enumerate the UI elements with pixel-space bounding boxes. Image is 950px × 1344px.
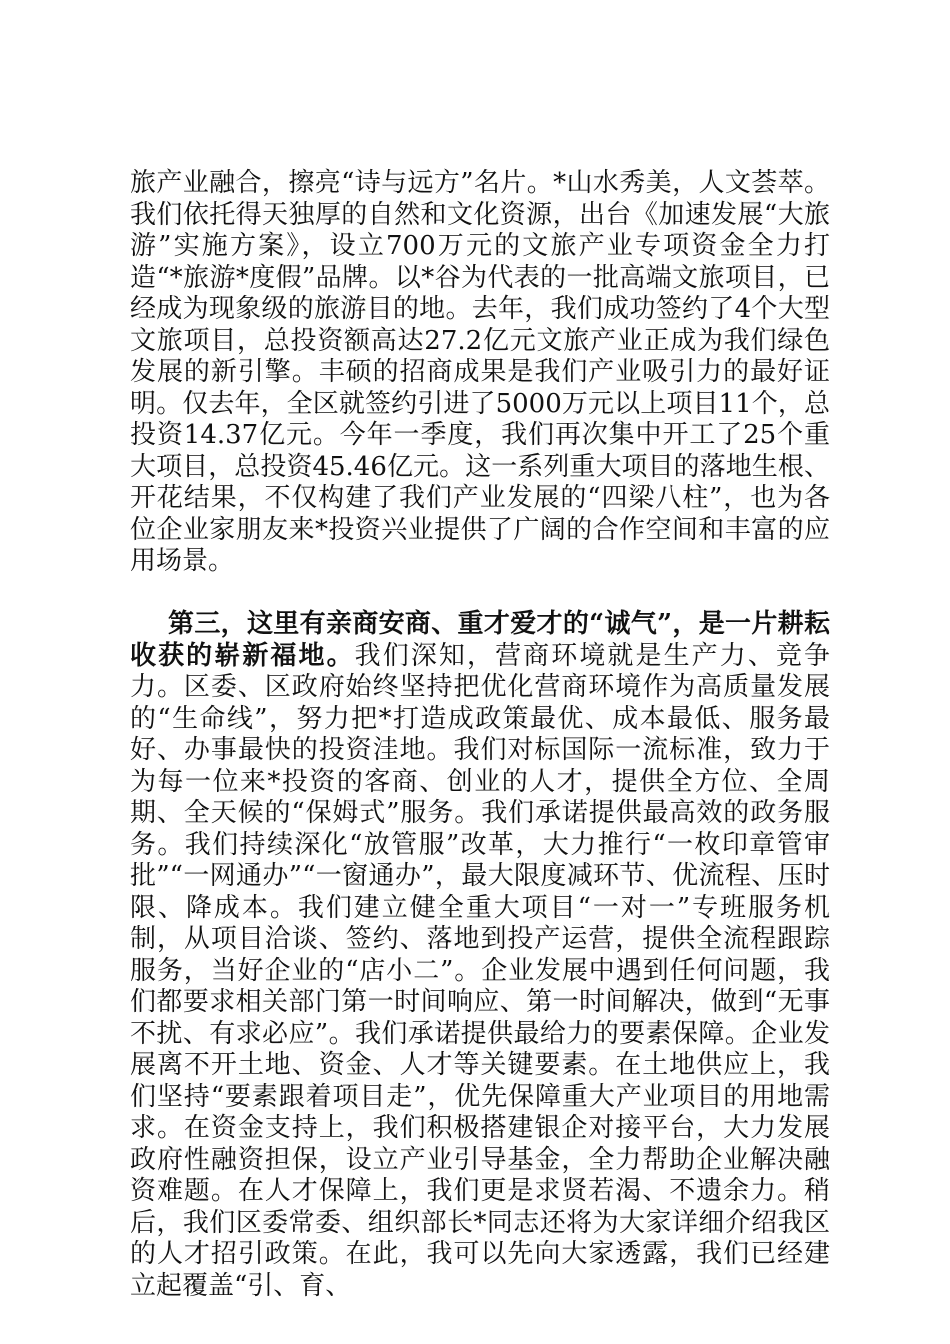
section-body-text: 我们深知，营商环境就是生产力、竞争力。区委、区政府始终坚持把优化营商环境作为高质量发展的“生命线”，努力把*打造成政策最优、成本最低、服务最好、办事最快的投资洼地。我们对标国际一流标准，致力于为每一位来*投资的客商、创业的人才，提供全方位、全周期、全天候的“保姆式”服务。我们承诺提供最高效的政务服务。我们持续深化“放管服”改革，大力推行“一枚印章管审批”“一网通办”“一窗通办”，最大限度减环节、优流程、压时限、降成本。我们建立健全重大项目“一对一”专班服务机制，从项目洽谈、签约、落地到投产运营，提供全流程跟踪服务，当好企业的“店小二”。企业发展中遇到任何问题，我们都要求相关部门第一时间响应、第一时间解决，做到“无事不扰、有求必应”。我们承诺提供最给力的要素保障。企业发展离不开土地、资金、人才等关键要素。在土地供应上，我们坚持“要素跟着项目走”，优先保障重大产业项目的用地需求。在资金支持上，我们积极搭建银企对接平台，大力发展政府性融资担保，设立产业引导基金，全力帮助企业解决融资难题。在人才保障上，我们更是求贤若渴、不遗余力。稍后，我们区委常委、组织部长*同志还将为大家详细介绍我区的人才招引政策。在此，我可以先向大家透露，我们已经建立起覆盖“引、育、 [130,640,830,1301]
paragraph-spacer [130,578,830,610]
document-body [130,168,830,1302]
body-paragraph [130,609,830,1302]
body-paragraph: 旅产业融合，擦亮“诗与远方”名片。*山水秀美，人文荟萃。我们依托得天独厚的自然和文化资源，出台《加速发展“大旅游”实施方案》，设立700万元的文旅产业专项资金全力打造“*旅游*度假”品牌。以*谷为代表的一批高端文旅项目，已经成为现象级的旅游目的地。去年，我们成功签约了4个大型文旅项目，总投资额高达27.2亿元文旅产业正成为我们绿色发展的新引擎。丰硕的招商成果是我们产业吸引力的最好证明。仅去年，全区就签约引进了5000万元以上项目11个，总投资14.37亿元。今年一季度，我们再次集中开工了25个重大项目，总投资45.46亿元。这一系列重大项目的落地生根、开花结果，不仅构建了我们产业发展的“四梁八柱”，也为各位企业家朋友来*投资兴业提供了广阔的合作空间和丰富的应用场景。 [130,168,830,576]
section-heading: 第三，这里有亲商安商、重才爱才的“诚气”，是一片耕耘收获的崭新福地。 [130,609,830,671]
